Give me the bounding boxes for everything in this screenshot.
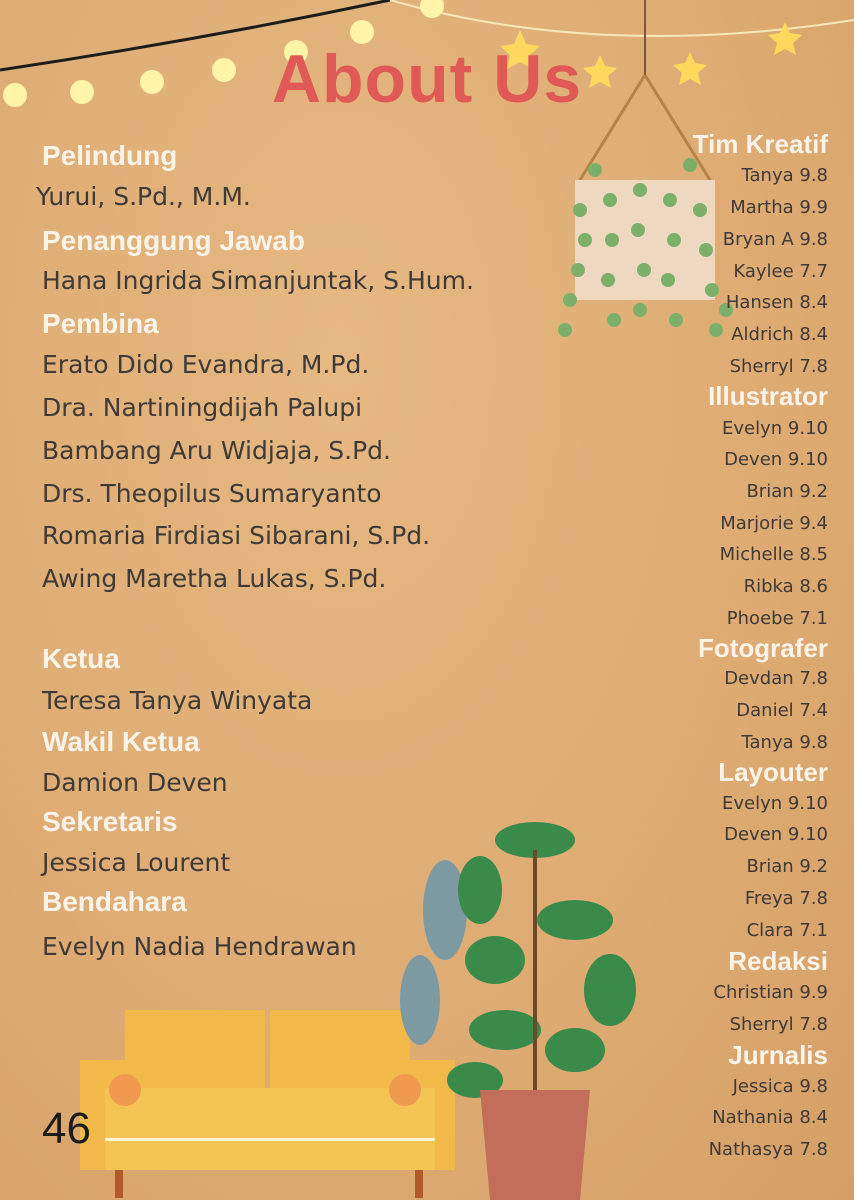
item-fotografer-1: Devdan 7.8 <box>724 668 828 689</box>
name-pembina-3: Bambang Aru Widjaja, S.Pd. <box>42 436 391 465</box>
item-kreatif-4: Kaylee 7.7 <box>733 261 828 282</box>
heading-fotografer: Fotografer <box>698 633 828 663</box>
item-fotografer-2: Daniel 7.4 <box>736 700 828 721</box>
item-layouter-5: Clara 7.1 <box>746 920 828 941</box>
name-pembina-4: Drs. Theopilus Sumaryanto <box>42 479 382 508</box>
item-jurnalis-1: Jessica 9.8 <box>732 1076 828 1097</box>
item-kreatif-2: Martha 9.9 <box>730 197 828 218</box>
item-illustrator-7: Phoebe 7.1 <box>726 608 828 629</box>
item-kreatif-3: Bryan A 9.8 <box>722 229 828 250</box>
name-pembina-5: Romaria Firdiasi Sibarani, S.Pd. <box>42 521 431 550</box>
item-illustrator-2: Deven 9.10 <box>724 449 828 470</box>
name-ketua: Teresa Tanya Winyata <box>42 686 313 715</box>
heading-bendahara: Bendahara <box>42 886 187 917</box>
item-illustrator-5: Michelle 8.5 <box>719 544 828 565</box>
item-layouter-2: Deven 9.10 <box>724 824 828 845</box>
name-penanggung-jawab: Hana Ingrida Simanjuntak, S.Hum. <box>42 266 474 295</box>
item-kreatif-1: Tanya 9.8 <box>741 165 828 186</box>
name-bendahara: Evelyn Nadia Hendrawan <box>42 932 357 961</box>
heading-jurnalis: Jurnalis <box>728 1040 828 1070</box>
item-illustrator-3: Brian 9.2 <box>746 481 828 502</box>
item-redaksi-1: Christian 9.9 <box>713 982 828 1003</box>
heading-redaksi: Redaksi <box>728 946 828 976</box>
potted-plant-illustration <box>385 810 665 1200</box>
item-illustrator-6: Ribka 8.6 <box>743 576 828 597</box>
heading-tim-kreatif: Tim Kreatif <box>692 129 828 159</box>
item-fotografer-3: Tanya 9.8 <box>741 732 828 753</box>
heading-penanggung-jawab: Penanggung Jawab <box>42 225 305 256</box>
heading-layouter: Layouter <box>718 757 828 787</box>
item-illustrator-4: Marjorie 9.4 <box>720 513 828 534</box>
heading-pembina: Pembina <box>42 308 159 339</box>
name-sekretaris: Jessica Lourent <box>42 848 231 877</box>
item-illustrator-1: Evelyn 9.10 <box>722 418 828 439</box>
heading-pelindung: Pelindung <box>42 140 178 171</box>
name-pembina-2: Dra. Nartiningdijah Palupi <box>42 393 363 422</box>
heading-ketua: Ketua <box>42 643 120 674</box>
heading-illustrator: Illustrator <box>708 381 828 411</box>
item-kreatif-5: Hansen 8.4 <box>725 292 828 313</box>
item-kreatif-7: Sherryl 7.8 <box>729 356 828 377</box>
page-number: 46 <box>42 1104 91 1153</box>
item-layouter-4: Freya 7.8 <box>744 888 828 909</box>
name-wakil-ketua: Damion Deven <box>42 768 228 797</box>
name-pembina-6: Awing Maretha Lukas, S.Pd. <box>42 564 387 593</box>
item-kreatif-6: Aldrich 8.4 <box>731 324 828 345</box>
item-jurnalis-2: Nathania 8.4 <box>712 1107 828 1128</box>
heading-sekretaris: Sekretaris <box>42 806 178 837</box>
item-layouter-1: Evelyn 9.10 <box>722 793 828 814</box>
name-pembina-1: Erato Dido Evandra, M.Pd. <box>42 350 370 379</box>
item-jurnalis-3: Nathasya 7.8 <box>708 1139 828 1160</box>
heading-wakil-ketua: Wakil Ketua <box>42 726 200 757</box>
item-layouter-3: Brian 9.2 <box>746 856 828 877</box>
name-pelindung: Yurui, S.Pd., M.M. <box>36 182 251 211</box>
page-title: About Us <box>271 41 583 117</box>
item-redaksi-2: Sherryl 7.8 <box>729 1014 828 1035</box>
